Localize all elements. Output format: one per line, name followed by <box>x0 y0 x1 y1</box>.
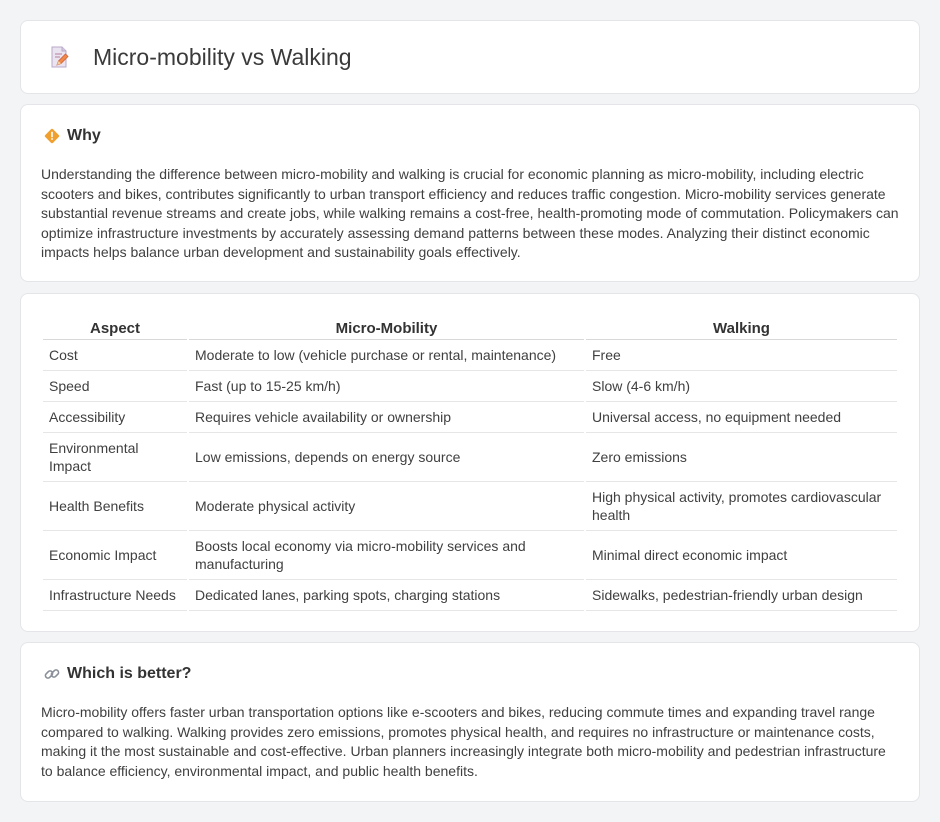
table-row <box>43 531 897 580</box>
table-cell: Requires vehicle availability or ownership <box>189 402 584 433</box>
table-cell: Moderate to low (vehicle purchase or rental, maintenance) <box>189 340 584 371</box>
table-cell: Moderate physical activity <box>189 482 584 531</box>
table-cell: Low emissions, depends on energy source <box>189 433 584 482</box>
link-icon <box>43 665 61 683</box>
title-card <box>20 20 920 94</box>
table-cell: Slow (4-6 km/h) <box>586 371 897 402</box>
table-row <box>43 371 897 402</box>
column-header-micro-mobility: Micro-Mobility <box>189 316 584 340</box>
comparison-table <box>41 316 899 611</box>
table-cell: Economic Impact <box>43 531 187 580</box>
table-cell: High physical activity, promotes cardiovascular health <box>586 482 897 531</box>
why-title: Why <box>67 127 101 144</box>
why-heading <box>43 127 101 145</box>
better-heading <box>43 665 191 683</box>
better-title: Which is better? <box>67 665 192 682</box>
why-text: Understanding the difference between micro-mobility and walking is crucial for economic planning as micro-mobility, including electric scooters and bikes, contributes significantly to urban transport efficiency and reduces traffic congestion. Micro-mobility services generate substantial revenue streams and create jobs, while walking remains a cost-free, health-promoting mode of commutation. Policymakers can optimize infrastructure investments by accurately assessing demand patterns between these modes. Analyzing their distinct economic impacts helps balance urban development and sustainability goals effectively. <box>41 166 899 260</box>
table-cell: Cost <box>43 340 187 371</box>
column-header-aspect: Aspect <box>43 316 187 340</box>
table-row <box>43 580 897 611</box>
document-pencil-icon <box>47 45 71 69</box>
better-text: Micro-mobility offers faster urban transportation options like e-scooters and bikes, reducing commute times and expanding travel range compared to walking. Walking provides zero emissions, promotes physical health, and requires no infrastructure or maintenance costs, making it the most sustainable and cost-effective. Urban planners increasingly integrate both micro-mobility and pedestrian infrastructure to balance efficiency, environmental impact, and public health benefits. <box>41 704 886 779</box>
table-cell: Infrastructure Needs <box>43 580 187 611</box>
why-card <box>20 104 920 282</box>
table-row <box>43 340 897 371</box>
table-cell: Accessibility <box>43 402 187 433</box>
comparison-card <box>20 293 920 632</box>
table-row <box>43 482 897 531</box>
table-cell: Speed <box>43 371 187 402</box>
table-cell: Sidewalks, pedestrian-friendly urban design <box>586 580 897 611</box>
which-is-better-card <box>20 642 920 802</box>
table-cell: Health Benefits <box>43 482 187 531</box>
table-row <box>43 402 897 433</box>
table-cell: Minimal direct economic impact <box>586 531 897 580</box>
warning-diamond-icon <box>43 127 61 145</box>
table-cell: Boosts local economy via micro-mobility services and manufacturing <box>189 531 584 580</box>
table-cell: Universal access, no equipment needed <box>586 402 897 433</box>
table-row <box>43 433 897 482</box>
table-header-row <box>43 316 897 340</box>
table-cell: Environmental Impact <box>43 433 187 482</box>
table-cell: Dedicated lanes, parking spots, charging stations <box>189 580 584 611</box>
table-cell: Fast (up to 15-25 km/h) <box>189 371 584 402</box>
page-title: Micro-mobility vs Walking <box>93 43 352 70</box>
table-cell: Free <box>586 340 897 371</box>
table-cell: Zero emissions <box>586 433 897 482</box>
column-header-walking: Walking <box>586 316 897 340</box>
